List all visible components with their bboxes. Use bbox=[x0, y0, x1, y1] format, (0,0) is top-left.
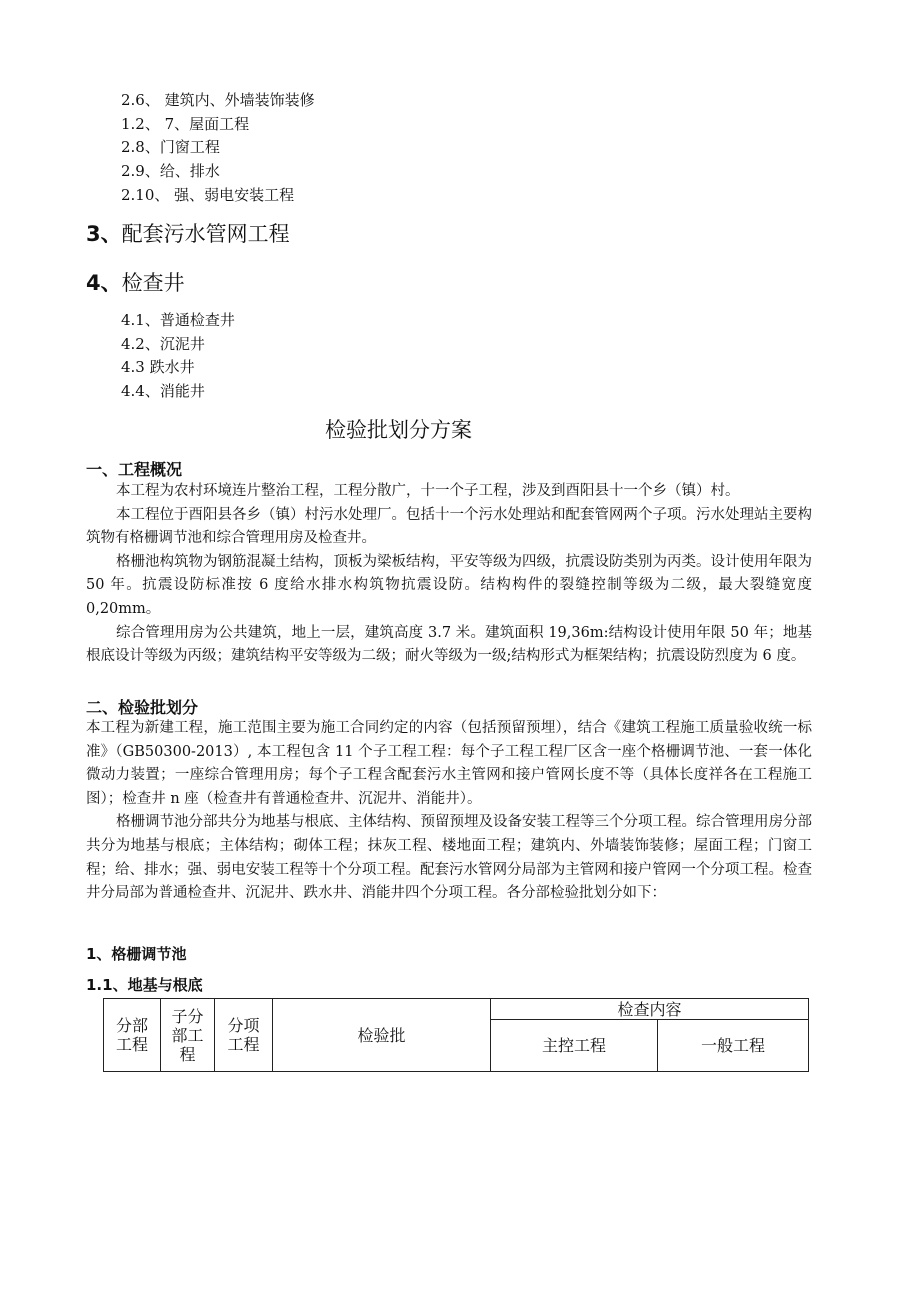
part-2-paragraph: 格栅调节池分部共分为地基与根底、主体结构、预留预埋及设备安装工程等三个分项工程。综合管理用房分部共分为地基与根底；主体结构；砌体工程；抹灰工程、楼地面工程；建筑内、外墙装饰装修；屋面工程；门窗工程；给、排水；强、弱电安装工程等十个分项工程。配套污水管网分局部为主管网和接户管网一个分项工程。检查井分局部为普通检查井、沉泥井、跌水井、消能井四个分项工程。各分部检验批划分如下： bbox=[86, 814, 812, 902]
header-general: 一般工程 bbox=[658, 1020, 809, 1072]
sub-item-2-9: 2.9、给、排水 bbox=[121, 162, 220, 180]
part-1-paragraph: 本工程为农村环境连片整治工程，工程分散广，十一个子工程，涉及到酉阳县十一个乡（镇）村。 bbox=[116, 483, 740, 499]
part-1-body bbox=[86, 480, 812, 669]
section-4-number: 4、 bbox=[86, 271, 122, 295]
header-main-control: 主控工程 bbox=[491, 1020, 658, 1072]
sub-item-4-4: 4.4、消能井 bbox=[121, 382, 205, 400]
section-3-label: 配套污水管网工程 bbox=[121, 222, 290, 246]
header-subitem: 分项 工程 bbox=[215, 999, 273, 1072]
subheading-1-1: 1.1、地基与根底 bbox=[86, 976, 203, 994]
sub-item-2-6: 2.6、 建筑内、外墙装饰装修 bbox=[121, 91, 315, 109]
header-check-content: 检查内容 bbox=[491, 999, 809, 1020]
inspection-table bbox=[103, 998, 809, 1072]
part-1-paragraph: 综合管理用房为公共建筑，地上一层，建筑高度 3.7 米。建筑面积 19,36m:结构设计使用年限 50 年；地基根底设计等级为丙级；建筑结构平安等级为二级；耐火等级为一级;结构形式为框架结构；抗震设防烈度为 6 度。 bbox=[86, 624, 812, 665]
document-title: 检验批划分方案 bbox=[325, 418, 472, 442]
section-4-heading bbox=[86, 267, 185, 297]
part-1-paragraph: 本工程位于酉阳县各乡（镇）村污水处理厂。包括十一个污水处理站和配套管网两个子项。污水处理站主要构筑物有格栅调节池和综合管理用房及检查井。 bbox=[86, 506, 812, 547]
section-3-heading bbox=[86, 218, 290, 248]
sub-item-2-10: 2.10、 强、弱电安装工程 bbox=[121, 186, 295, 204]
header-division: 分部 工程 bbox=[104, 999, 161, 1072]
sub-item-4-2: 4.2、沉泥井 bbox=[121, 335, 205, 353]
header-inspection-lot: 检验批 bbox=[273, 999, 491, 1072]
table-header-row bbox=[104, 999, 809, 1020]
part-1-heading: 一、工程概况 bbox=[86, 460, 183, 479]
section-3-number: 3、 bbox=[86, 222, 122, 246]
part-2-heading: 二、检验批划分 bbox=[86, 698, 199, 717]
part-1-paragraph: 格栅池构筑物为钢筋混凝土结构，顶板为梁板结构，平安等级为四级，抗震设防类别为丙类。设计使用年限为 50 年。抗震设防标准按 6 度给水排水构筑物抗震设防。结构构件的裂缝控制等级为二级，最大裂缝宽度 0,20mm。 bbox=[86, 553, 812, 617]
part-2-paragraph: 本工程为新建工程，施工范围主要为施工合同约定的内容（包括预留预埋），结合《建筑工程施工质量验收统一标准》（GB50300-2013）, 本工程包含 11 个子工程工程：每个子工程工程厂区含一座个格栅调节池、一套一体化微动力装置；一座综合管理用房；每个子工程含配套污水主管网和接户管网长度不等（具体长度祥各在工程施工图）；检查井 n 座（检查井有普通检查井、沉泥井、消能井）。 bbox=[86, 720, 812, 807]
sub-item-2-8: 2.8、门窗工程 bbox=[121, 138, 220, 156]
part-2-body bbox=[86, 717, 812, 906]
section-4-label: 检查井 bbox=[121, 271, 185, 295]
sub-item-4-1: 4.1、普通检查井 bbox=[121, 311, 235, 329]
header-subdivision: 子分 部工 程 bbox=[161, 999, 215, 1072]
subheading-1: 1、格栅调节池 bbox=[86, 945, 187, 963]
sub-item-4-3: 4.3 跌水井 bbox=[121, 358, 195, 376]
sub-item-2-7: 1.2、 7、屋面工程 bbox=[121, 115, 250, 133]
